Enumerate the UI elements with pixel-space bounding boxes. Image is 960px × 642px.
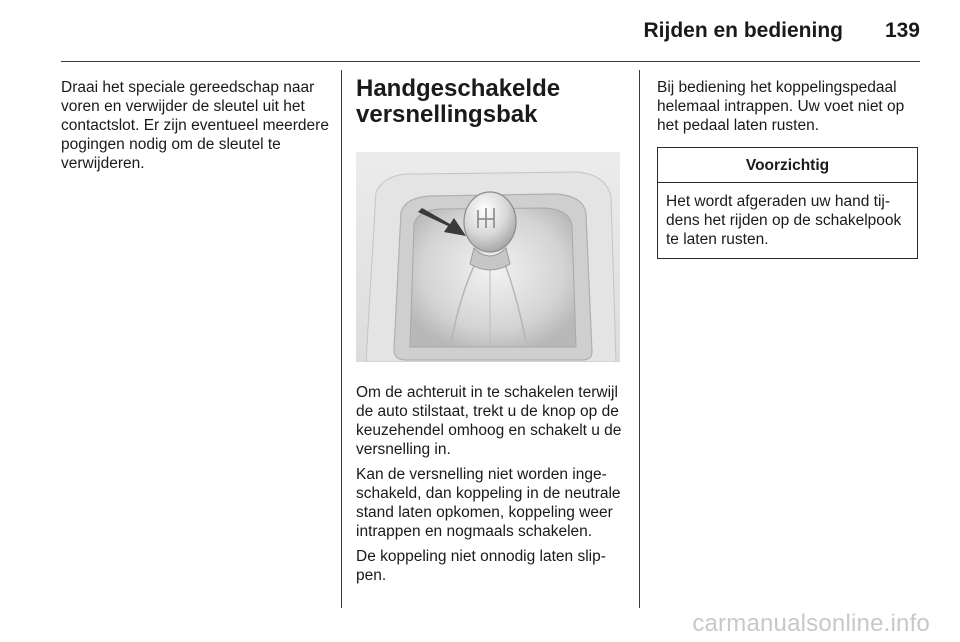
watermark: carmanualsonline.info: [692, 610, 930, 637]
gear-shift-illustration: [356, 152, 620, 362]
paragraph: De koppeling niet onnodig laten slippen.: [356, 548, 606, 584]
caution-text: Het wordt afgeraden uw hand tijdens het rijden op de schakelpook te laten rusten.: [666, 193, 902, 248]
text-column-2: [356, 76, 626, 591]
section-heading: Handgeschakelde versnellingsbak: [356, 75, 561, 128]
caution-box: [657, 147, 918, 259]
paragraph: Om de achteruit in te schakelen terwijl de auto stilstaat, trekt u de knop op de keuzehendel omhoog en schakelt u de versnelling in.: [356, 384, 622, 458]
page-header-title: Rijden en bediening: [643, 19, 843, 42]
column-divider-2: [639, 70, 640, 608]
text-column-1: [61, 78, 331, 179]
paragraph: Draai het speciale gereedschap naar voren en verwijder de sleutel uit het contactslot. Er zijn eventueel meerdere pogingen nodig om de sleutel te verwijderen.: [61, 79, 329, 172]
page-number: 139: [884, 19, 920, 42]
text-column-3: [657, 78, 919, 259]
caution-title: Voorzichtig: [658, 148, 917, 183]
header-divider: [61, 61, 920, 62]
paragraph: Kan de versnelling niet worden ingeschakeld, dan koppeling in de neutrale stand laten opkomen, koppeling weer intrappen en nogmaals schakelen.: [356, 466, 621, 540]
paragraph: Bij bediening het koppelingspedaal helemaal intrappen. Uw voet niet op het pedaal laten rusten.: [657, 79, 905, 134]
column-divider-1: [341, 70, 342, 608]
